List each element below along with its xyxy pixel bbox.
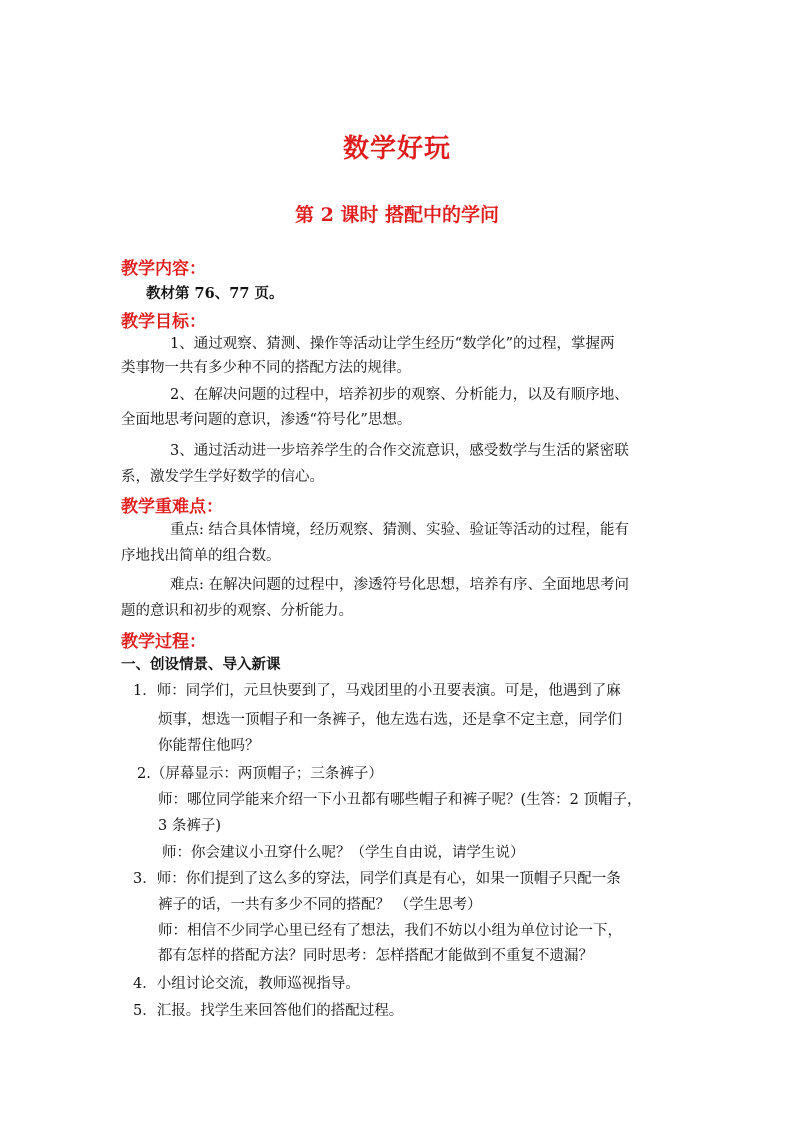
- goal-line: 类事物一共有多少种不同的搭配方法的规律。: [121, 360, 411, 376]
- content-text: 教材第 76、77 页。: [146, 285, 284, 302]
- goal-line: 3、通过活动进一步培养学生的合作交流意识，感受数学与生活的紧密联: [170, 443, 629, 459]
- process-line: 2.（屏幕显示：两顶帽子；三条裤子）: [137, 766, 383, 782]
- process-line: 师：相信不少同学心里已经有了想法，我们不妨以小组为单位讨论一下，: [158, 923, 622, 939]
- lesson-subtitle: 第 2 课时 搭配中的学问: [294, 204, 500, 226]
- key-points-heading: 教学重难点：: [121, 497, 223, 517]
- key-point-line: 题的意识和初步的观察、分析能力。: [121, 603, 353, 619]
- process-line: 1．师：同学们，元旦快要到了，马戏团里的小丑要表演。可是，他遇到了麻: [133, 683, 621, 699]
- key-point-line: 序地找出简单的组合数。: [121, 548, 281, 564]
- process-line: 3 条裤子): [158, 818, 221, 834]
- goal-line: 全面地思考问题的意识，渗透“符号化”思想。: [121, 412, 412, 428]
- process-line: 5．汇报。找学生来回答他们的搭配过程。: [133, 1003, 404, 1019]
- part1-title: 一、创设情景、导入新课: [121, 656, 281, 673]
- process-line: 3．师：你们提到了这么多的穿法，同学们真是有心，如果一顶帽子只配一条: [133, 871, 621, 887]
- content-heading: 教学内容：: [121, 259, 206, 279]
- process-line: 师：你会建议小丑穿什么呢？（学生自由说，请学生说）: [162, 845, 525, 861]
- process-line: 你能帮住他吗？: [158, 738, 260, 754]
- document-title: 数学好玩: [342, 134, 451, 164]
- process-line: 师：哪位同学能来介绍一下小丑都有哪些帽子和裤子呢？(生答：2 顶帽子，: [158, 792, 642, 808]
- process-line: 裤子的话，一共有多少不同的搭配？ （学生思考）: [158, 897, 482, 913]
- process-line: 4．小组讨论交流，教师巡视指导。: [133, 976, 360, 992]
- key-point-line: 重点: 结合具体情境，经历观察、猜测、实验、验证等活动的过程，能有: [170, 522, 629, 538]
- key-point-line: 难点: 在解决问题的过程中，渗透符号化思想，培养有序、全面地思考问: [170, 577, 629, 593]
- process-line: 烦事，想选一顶帽子和一条裤子，他左选右选，还是拿不定主意，同学们: [158, 712, 622, 728]
- process-heading: 教学过程：: [121, 632, 206, 652]
- goal-line: 2、在解决问题的过程中，培养初步的观察、分析能力，以及有顺序地、: [170, 387, 629, 403]
- goals-heading: 教学目标：: [121, 312, 206, 332]
- process-line: 都有怎样的搭配方法？同时思考：怎样搭配才能做到不重复不遗漏？: [158, 948, 593, 964]
- goal-line: 系，激发学生学好数学的信心。: [121, 469, 324, 485]
- goal-line: 1、通过观察、猜测、操作等活动让学生经历“数学化”的过程，掌握两: [170, 336, 615, 352]
